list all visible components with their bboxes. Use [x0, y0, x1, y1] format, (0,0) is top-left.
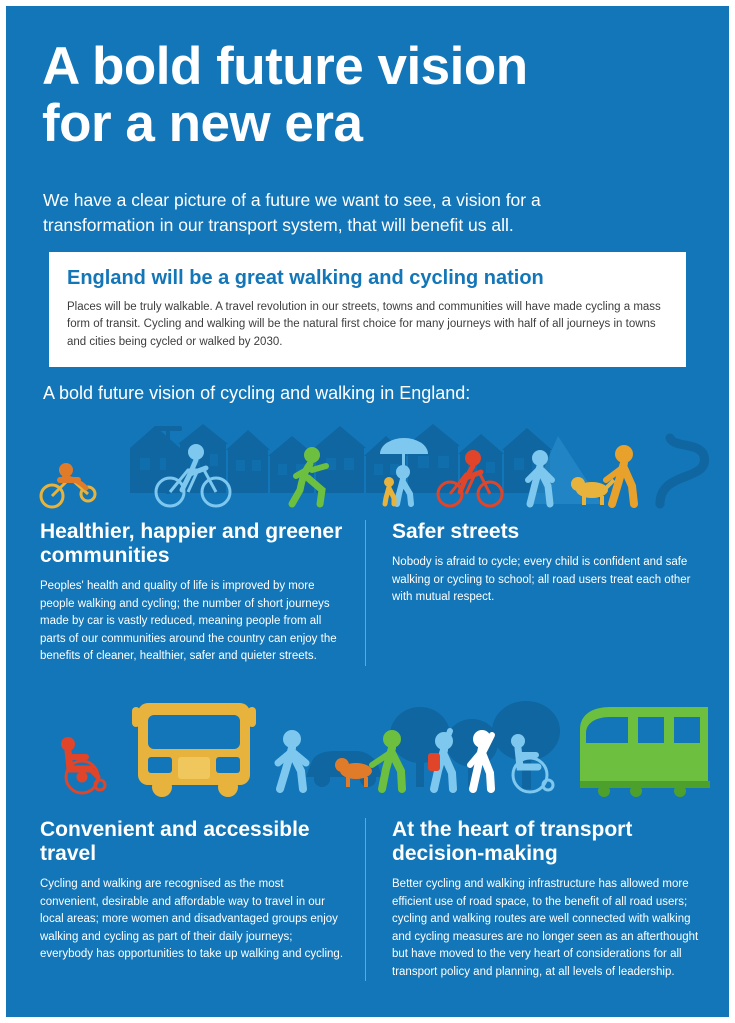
column-body: Better cycling and walking infrastructure has allowed more efficient use of road space, to the benefit of all road users; cycling and walking routes are well connected with walking and cycling measures are no longer seen as an afterthought but have moved to the very heart of considerations for all transport policy and planning, at all levels of leadership. [392, 878, 699, 978]
page-subtitle: We have a clear picture of a future we want to see, a vision for a transformation in our transport system, that will benefit us all. [43, 190, 541, 236]
columns-top [40, 520, 700, 666]
waving-person-icon [470, 730, 492, 789]
column-heading: Healthier, happier and greener communities [40, 520, 343, 568]
column-heading: At the heart of transport decision-making [392, 818, 633, 866]
column-heading: Safer streets [392, 520, 520, 543]
bus-icon [132, 703, 256, 797]
train-icon [580, 707, 710, 797]
handcyclist-icon [41, 463, 95, 507]
transport-scene-illustration [20, 685, 720, 805]
page-title [42, 38, 662, 152]
pedestrian-blue-icon [278, 730, 306, 789]
column-safer-streets [365, 520, 700, 666]
column-body: Cycling and walking are recognised as the most convenient, desirable and affordable way to travel in our local areas; more women and disadvantaged groups enjoy walking and cycling as part of their daily journeys; everybody has opportunities to take up walking and cycling. [40, 878, 344, 961]
columns-bottom [40, 818, 700, 981]
callout-title: England will be a great walking and cycling nation [67, 267, 544, 289]
column-transport-decision-making [365, 818, 700, 981]
street-scene-illustration [20, 408, 720, 513]
road-icon [660, 438, 704, 504]
page-title-line2: for a new era [42, 94, 363, 154]
column-heading: Convenient and accessible travel [40, 818, 310, 866]
column-body: Peoples' health and quality of life is improved by more people walking and cycling; the number of short journeys made by car is vastly reduced, meaning people from all parts of our communities around the country can enjoy the benefits of cleaner, healthier, safer and quieter streets. [40, 580, 337, 663]
column-convenient-travel [40, 818, 365, 981]
callout-body: Places will be truly walkable. A travel revolution in our streets, towns and communities will have made cycling a mass form of transit. Cycling and walking will be the natural first choice for many journeys with half of all journeys in towns and cities being cycled or walked by 2030. [67, 301, 661, 348]
wheelchair-user-icon [61, 737, 105, 793]
page-title-line1: A bold future vision [42, 37, 528, 96]
column-body: Nobody is afraid to cycle; every child is confident and safe walking or cycling to school; all road users treat each other with mutual respect. [392, 556, 691, 604]
section-lead: A bold future vision of cycling and walking in England: [43, 383, 471, 403]
column-healthier-communities [40, 520, 365, 666]
callout-box [49, 252, 686, 367]
